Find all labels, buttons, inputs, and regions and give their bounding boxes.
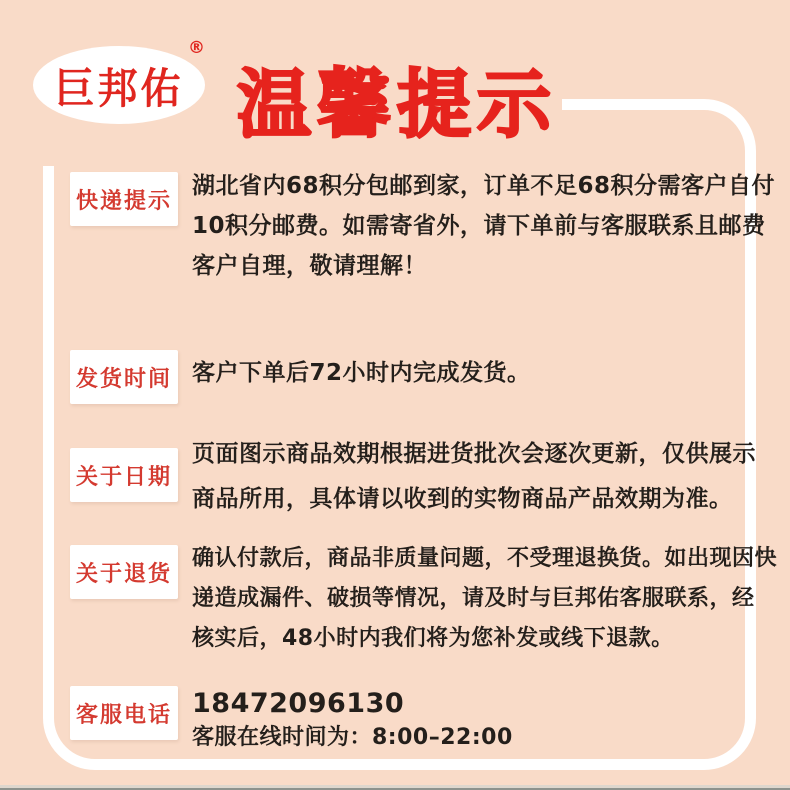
section-line: 10积分邮费。如需寄省外，请下单前与客服联系且邮费 — [192, 213, 766, 239]
section-line: 核实后，48小时内我们将为您补发或线下退款。 — [192, 626, 674, 651]
section-label-box — [70, 172, 178, 226]
section-label: 关于日期 — [75, 464, 172, 490]
brand-logo-text: 巨邦佑 — [54, 64, 184, 113]
section-line: 客户下单后72小时内完成发货。 — [192, 360, 531, 386]
section-label-box — [70, 350, 178, 404]
section-line: 页面图示商品效期根据进货批次会逐次更新，仅供展示 — [192, 441, 756, 467]
page-title: 温馨提示 — [237, 62, 557, 148]
section-body — [192, 166, 775, 286]
section-label: 关于退货 — [75, 561, 172, 587]
brand-logo — [33, 46, 205, 124]
section-body — [192, 432, 756, 522]
section-label-box — [70, 545, 178, 599]
section-line: 18472096130 — [192, 688, 405, 719]
section-line: 客户自理，敬请理解！ — [192, 253, 427, 279]
section-body — [192, 687, 513, 755]
section-line: 商品所用，具体请以收到的实物商品产品效期为准。 — [192, 486, 733, 512]
registered-trademark-icon: ® — [188, 38, 205, 58]
section-label-box — [70, 448, 178, 502]
section-line: 递造成漏件、破损等情况，请及时与巨邦佑客服联系，经 — [192, 586, 755, 611]
section-body — [192, 353, 531, 393]
section-label-box — [70, 686, 178, 740]
section-line: 确认付款后，商品非质量问题，不受理退换货。如出现因快 — [192, 546, 778, 571]
section-label: 客服电话 — [75, 702, 172, 728]
section-line: 湖北省内68积分包邮到家，订单不足68积分需客户自付 — [192, 173, 776, 199]
section-line: 客服在线时间为：8:00–22:00 — [192, 725, 513, 750]
section-label: 快递提示 — [75, 188, 172, 214]
section-label: 发货时间 — [75, 366, 172, 392]
section-body — [192, 539, 777, 659]
